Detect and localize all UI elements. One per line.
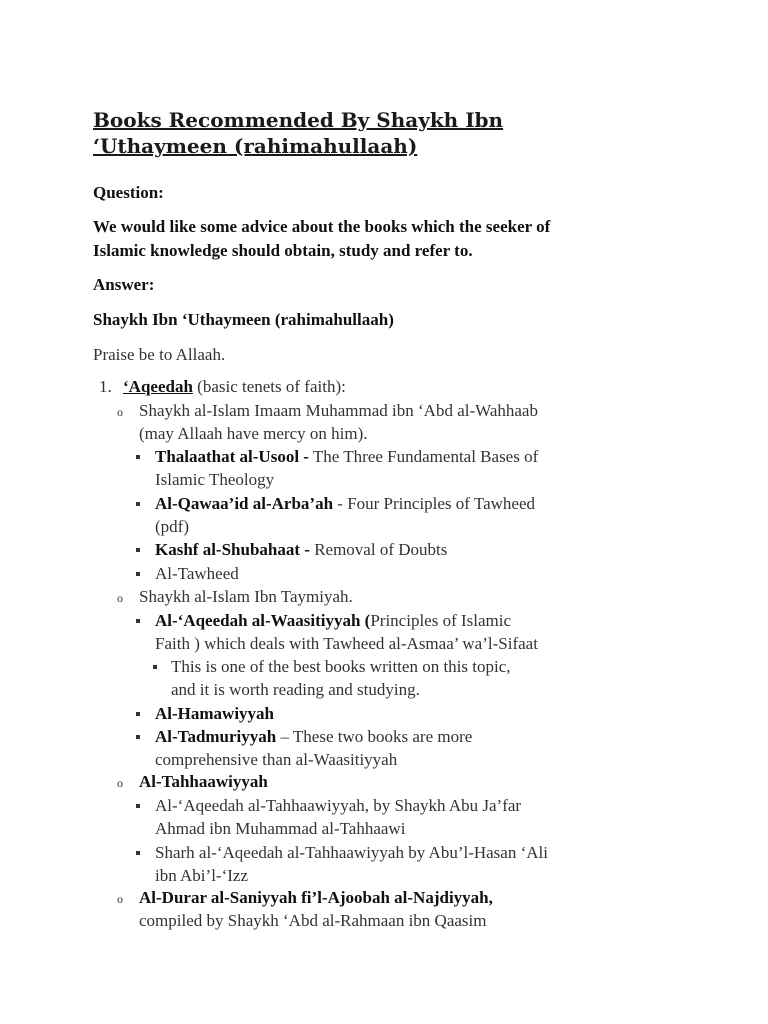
circle-bullet: o xyxy=(117,405,123,419)
book-al-qawaaid-al-arbaah xyxy=(155,492,535,515)
book-description: The Three Fundamental Bases of xyxy=(308,447,539,466)
book-al-aqeedah-al-waasitiyyah-line-2: Faith ) which deals with Tawheed al-Asmaa’ wa’l-Sifaat xyxy=(155,634,538,653)
book-al-tawheed: Al-Tawheed xyxy=(155,564,239,583)
aqeedah-heading: ‘Aqeedah xyxy=(123,377,193,396)
book-al-tadmuriyyah-line-2: comprehensive than al-Waasitiyyah xyxy=(155,750,398,769)
book-description: – These two books are more xyxy=(276,727,473,746)
question-label: Question: xyxy=(93,183,164,202)
book-al-aqeedah-al-tahhaawiyyah-line-2: Ahmad ibn Muhammad al-Tahhaawi xyxy=(155,819,406,838)
square-bullet xyxy=(136,804,140,808)
page-title xyxy=(93,107,693,159)
square-bullet xyxy=(136,851,140,855)
question-text-line-1: We would like some advice about the books which the seeker of xyxy=(93,217,551,236)
book-title: Al-Qawaa’id al-Arba’ah xyxy=(155,494,334,513)
square-bullet xyxy=(136,455,140,459)
book-al-durar-al-saniyyah-line-2: compiled by Shaykh ‘Abd al-Rahmaan ibn Qaasim xyxy=(139,911,487,930)
square-bullet xyxy=(136,502,140,506)
square-bullet xyxy=(136,619,140,623)
waasitiyyah-note-line-1: This is one of the best books written on this topic, xyxy=(171,657,511,676)
book-al-aqeedah-al-tahhaawiyyah-line-1: Al-‘Aqeedah al-Tahhaawiyyah, by Shaykh Abu Ja’far xyxy=(155,796,522,815)
waasitiyyah-note-line-2: and it is worth reading and studying. xyxy=(171,680,420,699)
book-al-durar-al-saniyyah: Al-Durar al-Saniyyah fi’l-Ajoobah al-Najdiyyah, xyxy=(139,888,493,907)
circle-bullet: o xyxy=(117,892,123,906)
book-thalaathat-al-usool xyxy=(155,445,538,468)
square-bullet xyxy=(136,548,140,552)
book-description: Removal of Doubts xyxy=(309,540,448,559)
author-abd-al-wahhaab-line-2: (may Allaah have mercy on him). xyxy=(139,424,368,443)
square-bullet xyxy=(136,712,140,716)
list-item-aqeedah xyxy=(123,375,346,398)
circle-bullet: o xyxy=(117,776,123,790)
book-sharh-al-aqeedah-line-1: Sharh al-‘Aqeedah al-Tahhaawiyyah by Abu’l-Hasan ‘Ali xyxy=(155,843,548,862)
author-abd-al-wahhaab-line-1: Shaykh al-Islam Imaam Muhammad ibn ‘Abd al-Wahhaab xyxy=(139,401,538,420)
square-bullet xyxy=(136,735,140,739)
book-al-hamawiyyah: Al-Hamawiyyah xyxy=(155,704,274,723)
book-kashf-al-shubahaat xyxy=(155,538,447,561)
book-thalaathat-al-usool-line-2: Islamic Theology xyxy=(155,470,275,489)
circle-bullet: o xyxy=(117,591,123,605)
author-ibn-taymiyah: Shaykh al-Islam Ibn Taymiyah. xyxy=(139,587,353,606)
aqeedah-description: (basic tenets of faith): xyxy=(192,377,346,396)
book-al-tadmuriyyah xyxy=(155,725,472,748)
book-al-qawaaid-pdf-link[interactable]: (pdf) xyxy=(155,517,189,536)
square-bullet xyxy=(136,572,140,576)
title-line-1: Books Recommended By Shaykh Ibn xyxy=(93,108,504,132)
book-description: Principles of Islamic xyxy=(370,611,512,630)
section-al-tahhaawiyyah: Al-Tahhaawiyyah xyxy=(139,772,268,791)
answer-label: Answer: xyxy=(93,275,155,294)
book-title: Thalaathat al-Usool - xyxy=(155,447,309,466)
book-title: Kashf al-Shubahaat - xyxy=(155,540,310,559)
square-bullet xyxy=(153,665,157,669)
praise-line: Praise be to Allaah. xyxy=(93,345,226,364)
book-title: Al-‘Aqeedah al-Waasitiyyah ( xyxy=(155,611,371,630)
book-title: Al-Tadmuriyyah xyxy=(155,727,277,746)
question-text-line-2: Islamic knowledge should obtain, study and refer to. xyxy=(93,241,473,260)
book-sharh-al-aqeedah-line-2: ibn Abi’l-‘Izz xyxy=(155,866,248,885)
book-description: - Four Principles of Tawheed xyxy=(333,494,536,513)
list-number-1: 1. xyxy=(99,377,112,396)
title-line-2: ‘Uthaymeen (rahimahullaah) xyxy=(93,134,418,158)
book-al-aqeedah-al-waasitiyyah xyxy=(155,609,511,632)
author-line: Shaykh Ibn ‘Uthaymeen (rahimahullaah) xyxy=(93,310,394,329)
